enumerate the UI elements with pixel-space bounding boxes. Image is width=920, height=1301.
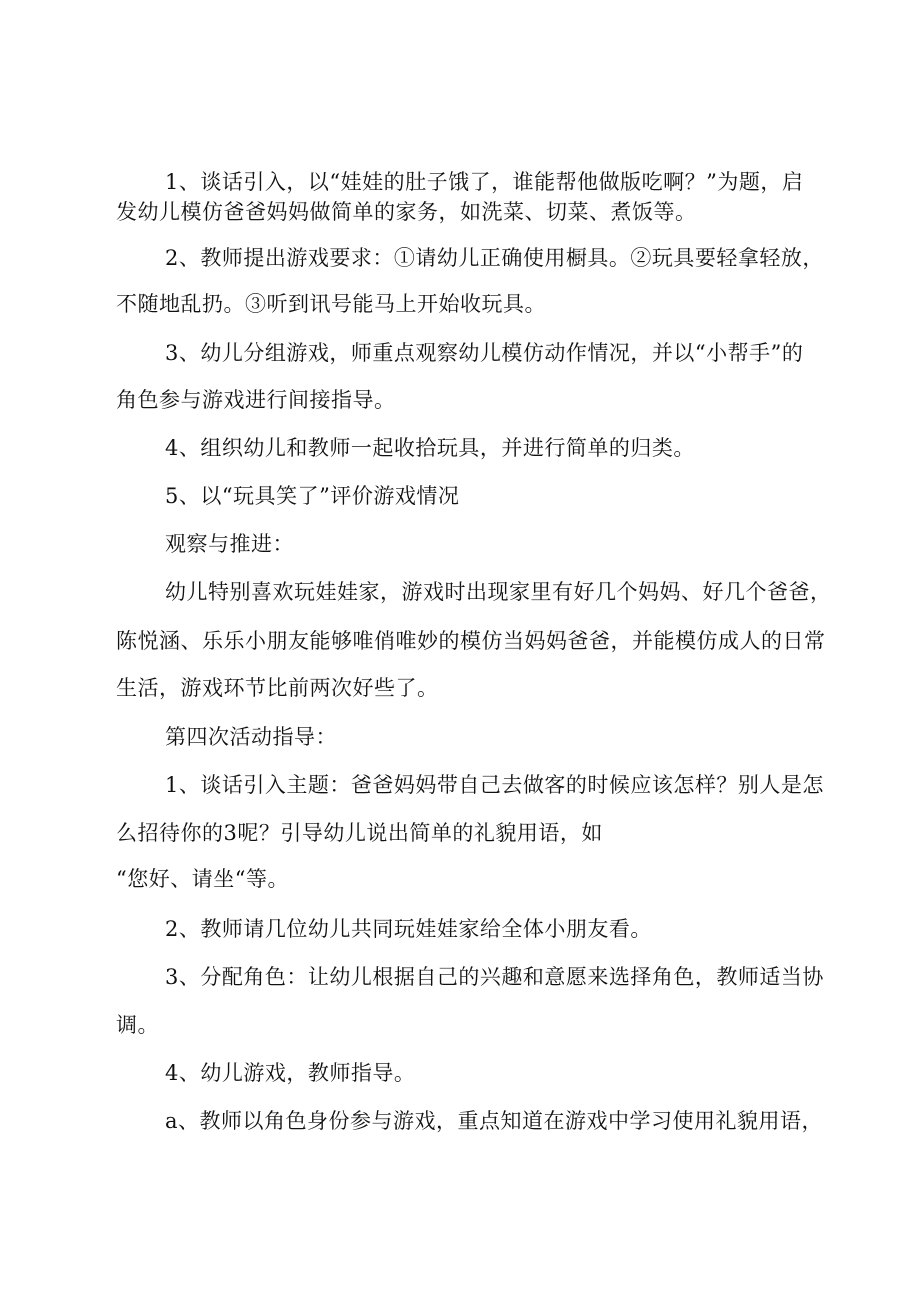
- text-line: 发幼儿模仿爸爸妈妈做简单的家务，如洗菜、切菜、煮饭等。: [116, 200, 697, 224]
- text-line: 2、教师请几位幼儿共同玩娃娃家给全体小朋友看。: [165, 917, 652, 941]
- text-line: 调。: [116, 1013, 159, 1037]
- text-line: 3、分配角色：让幼儿根据自己的兴趣和意愿来选择角色，教师适当协: [165, 965, 824, 989]
- section-heading: 观察与推进：: [165, 532, 294, 556]
- text-line: 生活，游戏环节比前两次好些了。: [116, 676, 439, 700]
- text-line: 么招待你的3呢？引导幼儿说出简单的礼貌用语，如: [116, 821, 603, 845]
- text-line: 4、幼儿游戏，教师指导。: [165, 1061, 416, 1085]
- text-line: 3、幼儿分组游戏，师重点观察幼儿模仿动作情况，并以“小帮手”的: [165, 341, 804, 365]
- text-line: 4、组织幼儿和教师一起收拾玩具，并进行简单的归类。: [165, 436, 695, 460]
- text-line: 1、谈话引入主题：爸爸妈妈带自己去做客的时候应该怎样？别人是怎: [165, 773, 824, 797]
- text-line: 陈悦涵、乐乐小朋友能够唯俏唯妙的模仿当妈妈爸爸，并能模仿成人的日常: [116, 629, 826, 653]
- text-line: “您好、请坐“等。: [116, 867, 289, 891]
- text-line: a、教师以角色身份参与游戏，重点知道在游戏中学习使用礼貌用语，: [165, 1109, 824, 1133]
- text-line: 5、以“玩具笑了”评价游戏情况: [165, 484, 460, 508]
- text-line: 2、教师提出游戏要求：①请幼儿正确使用橱具。②玩具要轻拿轻放，: [165, 246, 824, 270]
- text-line: 不随地乱扔。③听到讯号能马上开始收玩具。: [116, 292, 546, 316]
- text-line: 1、谈话引入，以“娃娃的肚子饿了，谁能帮他做版吃啊？”为题，启: [165, 170, 804, 194]
- section-heading: 第四次活动指导：: [165, 725, 337, 749]
- text-line: 角色参与游戏进行间接指导。: [116, 388, 396, 412]
- text-line: 幼儿特别喜欢玩娃娃家，游戏时出现家里有好几个妈妈、好几个爸爸，: [165, 580, 832, 604]
